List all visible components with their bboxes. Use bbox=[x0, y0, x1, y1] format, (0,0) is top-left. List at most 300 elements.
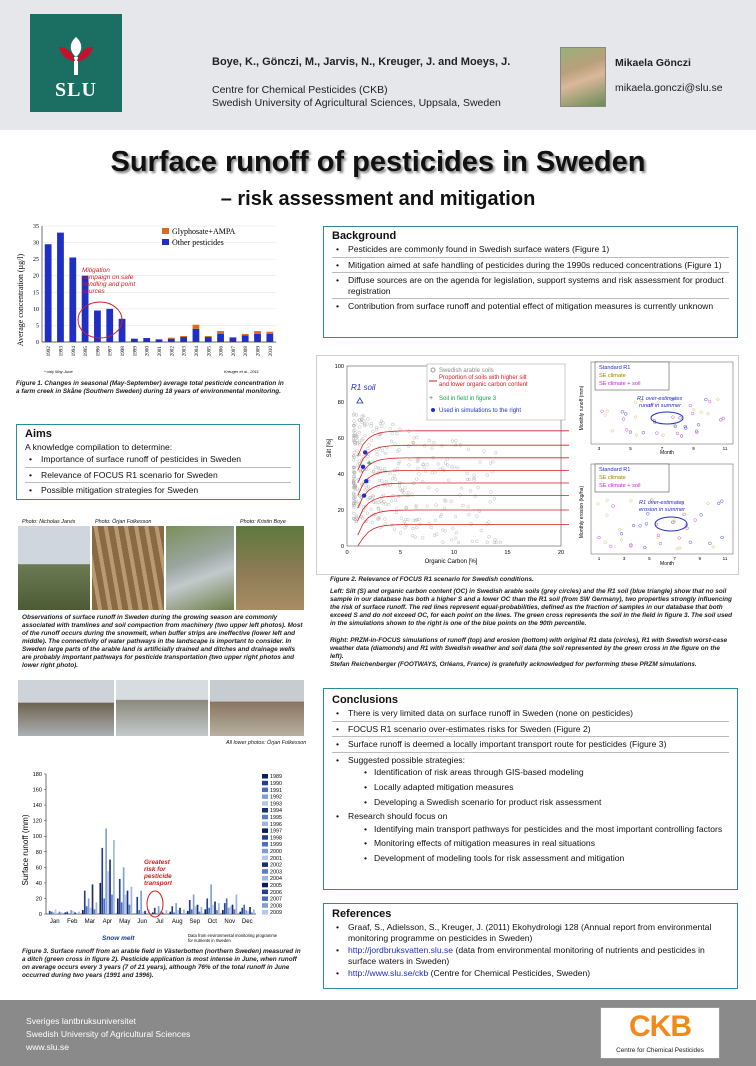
photo-description: Observations of surface runoff in Sweden during the growing season are commonly associated with tramlines and soil compaction from machinery (two upper left photos). Most of the runoff occurs during the snowmelt, when buffer strips are ineffective (lower left and middle). The connectivity of water pathways in the landscape is important to consider. In Sweden large parts of the arable land is artificially drained and ditches and drainage wells are probably important pathways for pesticide transportation (two upper right photos and lower right photo). bbox=[22, 614, 303, 669]
figure2-soil-point bbox=[399, 532, 402, 535]
figure3-bar bbox=[74, 912, 76, 914]
figure3-bar bbox=[241, 908, 243, 914]
small-plot-circle bbox=[678, 537, 681, 540]
aims-item: • Importance of surface runoff of pesticides in Sweden bbox=[25, 454, 291, 468]
figure2-soil-point bbox=[467, 513, 470, 516]
figure2-soil-point bbox=[353, 419, 356, 422]
figure3-bar bbox=[247, 911, 249, 914]
photo-ditch bbox=[166, 526, 234, 610]
figure2-soil-point bbox=[361, 421, 364, 424]
conclusions-item: • Surface runoff is deemed a locally important transport route for pesticides (Figure 3) bbox=[332, 739, 729, 753]
figure3-legend-year: 2005 bbox=[270, 883, 282, 889]
figure2-caption-left: Left: Silt (S) and organic carbon content (OC) in Swedish arable soils (grey circles) and the R1 soil (blue triangle) show that no soil sample in our database has both a higher S and a lower OC than the R1 soil (from SW Germany), two properties strongly influencing the risk of surface runoff. The red lines represent equal-probabilities, defined as the fraction of samples in our database that both exceed S and do not exceed OC, for each point on the lines. The green cross represents the soil in the field in figure 3. The soil used in the simulations shown to the right is one of the blue points on the 90th percentile. bbox=[330, 588, 732, 627]
erosion-legend-se: SE climate bbox=[599, 475, 626, 481]
figure3-legend-swatch bbox=[262, 822, 268, 827]
figure3-legend-swatch bbox=[262, 815, 268, 820]
figure3-bar bbox=[232, 905, 234, 914]
small-plot-diamond bbox=[605, 409, 608, 412]
small-plot-xtick: 7 bbox=[660, 446, 664, 451]
figure1-xtick: 1993 bbox=[58, 346, 65, 357]
simulation-point bbox=[361, 465, 365, 469]
figure2-soil-point bbox=[399, 428, 402, 431]
figure3-bar bbox=[175, 903, 177, 914]
figure3-bar bbox=[140, 891, 142, 914]
figure2-left-chart bbox=[321, 358, 569, 568]
figure2-soil-point bbox=[384, 452, 387, 455]
figure3-bar bbox=[113, 840, 115, 914]
figure2-soil-point bbox=[421, 480, 424, 483]
small-plot-circle bbox=[612, 505, 615, 508]
slu-tree-icon bbox=[53, 33, 99, 79]
figure2-ytick: 100 bbox=[334, 364, 344, 370]
figure2-xtick: 5 bbox=[398, 550, 403, 556]
figure3-bar bbox=[212, 905, 214, 914]
conclusions-item: • There is very limited data on surface runoff in Sweden (none on pesticides) bbox=[332, 708, 729, 722]
small-plot-diamond bbox=[618, 528, 621, 531]
small-plot-circle bbox=[679, 416, 682, 419]
figure2-soil-point bbox=[364, 489, 367, 492]
figure2-soil-point bbox=[355, 500, 358, 503]
figure3-bar bbox=[162, 912, 164, 914]
small-plot-circle bbox=[700, 513, 703, 516]
small-plot-circle bbox=[659, 542, 662, 545]
small-plot-circle bbox=[625, 428, 628, 431]
figure3-bar bbox=[70, 910, 72, 914]
figure3-legend-swatch bbox=[262, 788, 268, 793]
figure3-legend-year: 1995 bbox=[270, 815, 282, 821]
figure1-bar-other bbox=[242, 335, 249, 342]
photo-credit-lower: All lower photos: Örjan Folkesson bbox=[226, 740, 307, 746]
figure2-soil-point bbox=[415, 478, 418, 481]
figure3-ytick: 20 bbox=[35, 896, 42, 903]
figure1-bar-other bbox=[217, 334, 224, 342]
affiliation bbox=[212, 84, 501, 110]
figure3-bar bbox=[201, 907, 203, 914]
figure1-ytick: 0 bbox=[36, 340, 39, 346]
figure3-bar bbox=[64, 912, 66, 914]
figure1-bar-glyphosate bbox=[266, 332, 273, 334]
figure1-xtick: 2009 bbox=[255, 346, 262, 357]
figure2-soil-point bbox=[454, 515, 457, 518]
figure2-soil-point bbox=[358, 441, 361, 444]
slu-logo-text: SLU bbox=[55, 79, 97, 101]
figure3-bar bbox=[127, 891, 129, 914]
figure3-bar bbox=[119, 879, 121, 914]
figure3-legend-year: 1998 bbox=[270, 835, 282, 842]
figure2-soil-point bbox=[428, 439, 431, 442]
footer-url[interactable]: www.slu.se bbox=[26, 1042, 69, 1052]
small-plot-diamond bbox=[629, 499, 632, 502]
figure3-xtick: Oct bbox=[207, 919, 217, 925]
figure2-soil-point bbox=[411, 534, 414, 537]
small-plot-circle bbox=[632, 524, 635, 527]
figure1-footnote: * only May-June bbox=[44, 369, 73, 374]
figure3-bar bbox=[249, 907, 251, 914]
figure2-xlabel: Organic Carbon [%] bbox=[424, 559, 478, 565]
figure3-bar bbox=[129, 905, 131, 914]
figure2-soil-point bbox=[408, 464, 411, 467]
figure3-bar bbox=[121, 902, 123, 914]
aims-intro: A knowledge compilation to determine: bbox=[25, 442, 173, 452]
figure2-soil-point bbox=[383, 467, 386, 470]
figure3-bar bbox=[125, 895, 127, 914]
small-plot-xtick: 7 bbox=[673, 556, 676, 561]
figure3-bar bbox=[82, 910, 84, 914]
authors: Boye, K., Gönczi, M., Jarvis, N., Kreuger, J. and Moeys, J. bbox=[212, 56, 511, 68]
figure1-bar-other bbox=[45, 244, 52, 342]
figure3-bar bbox=[88, 898, 90, 914]
figure2-soil-point bbox=[353, 451, 356, 454]
figure2-soil-point bbox=[455, 439, 458, 442]
photo-field-tramlines bbox=[18, 526, 90, 610]
small-plot-circle bbox=[683, 513, 686, 516]
figure2-soil-point bbox=[480, 529, 483, 532]
figure3-bar bbox=[53, 912, 55, 914]
figure3-xtick: Nov bbox=[224, 919, 236, 925]
footer-line1: Sveriges lantbruksuniversitet bbox=[26, 1016, 136, 1026]
figure2-soil-point bbox=[391, 423, 394, 426]
references-title: References bbox=[332, 908, 392, 920]
figure1-ytick: 10 bbox=[33, 306, 39, 313]
figure2-soil-point bbox=[486, 474, 489, 477]
runoff-ylabel: Monthly runoff (mm) bbox=[579, 385, 585, 431]
figure1-xtick: 2004 bbox=[193, 346, 200, 357]
small-plot-circle bbox=[609, 545, 612, 548]
figure3-legend-year: 1991 bbox=[270, 787, 282, 794]
figure3-legend-swatch bbox=[262, 883, 268, 888]
figure2-soil-point bbox=[394, 478, 397, 481]
figure2-soil-point bbox=[354, 443, 357, 446]
legend-simulations: Used in simulations to the right bbox=[439, 408, 522, 414]
figure2-soil-point bbox=[433, 534, 436, 537]
figure3-legend-swatch bbox=[262, 794, 268, 799]
figure1-annotation: Mitigation campaign on safe handling and point sources bbox=[82, 267, 136, 295]
research-item: • Identifying main transport pathways for pesticides and the most important controlling factors bbox=[348, 824, 729, 835]
small-plot-diamond bbox=[605, 514, 608, 517]
conclusions-list bbox=[332, 708, 729, 864]
figure2-soil-point bbox=[457, 541, 460, 544]
figure2-soil-point bbox=[416, 436, 419, 439]
figure2-soil-point bbox=[393, 475, 396, 478]
figure2-soil-point bbox=[389, 472, 392, 475]
small-plot-diamond bbox=[716, 398, 719, 401]
conclusions-item bbox=[332, 755, 729, 807]
small-plot-circle bbox=[708, 400, 711, 403]
legend-glyphosate: Glyphosate+AMPA bbox=[172, 227, 236, 236]
small-plot-circle bbox=[680, 435, 683, 438]
figure3-legend-swatch bbox=[262, 849, 268, 854]
figure2-soil-point bbox=[426, 505, 429, 508]
figure2-soil-point bbox=[431, 471, 434, 474]
figure1-bar-other bbox=[156, 339, 163, 342]
small-plot-xtick: 9 bbox=[692, 446, 695, 451]
figure3-legend-year: 2000 bbox=[270, 849, 282, 855]
figure3-bar bbox=[136, 897, 138, 914]
figure1-ytick: 35 bbox=[33, 224, 39, 230]
conclusions-title: Conclusions bbox=[332, 694, 399, 706]
figure1-bar-other bbox=[69, 257, 76, 342]
figure3-legend-swatch bbox=[262, 781, 268, 786]
small-plot-circle bbox=[722, 417, 725, 420]
figure1-bar-other bbox=[193, 329, 200, 342]
figure3-bar bbox=[154, 908, 156, 914]
figure3-legend-swatch bbox=[262, 876, 268, 881]
figure3-bar bbox=[177, 910, 179, 914]
figure3-bar bbox=[72, 911, 74, 914]
figure2-soil-point bbox=[358, 431, 361, 434]
figure3-legend-year: 1994 bbox=[270, 808, 282, 815]
figure2-soil-point bbox=[383, 518, 386, 521]
small-plot-circle bbox=[621, 410, 624, 413]
figure3-bar bbox=[96, 902, 98, 914]
figure3-bar bbox=[66, 912, 68, 914]
figure3-bar bbox=[210, 884, 212, 914]
small-plot-circle bbox=[629, 431, 632, 434]
figure1-source: Kreuger et al., 2011 bbox=[224, 369, 259, 374]
conclusions-item bbox=[332, 811, 729, 863]
figure3-bar bbox=[144, 911, 146, 914]
figure2-soil-point bbox=[403, 491, 406, 494]
figure3-bar bbox=[142, 912, 144, 914]
figure3-bar bbox=[234, 909, 236, 914]
figure3-legend-swatch bbox=[262, 869, 268, 874]
ckb-logo-subtitle: Centre for Chemical Pesticides bbox=[616, 1047, 704, 1054]
figure3-legend-swatch bbox=[262, 890, 268, 895]
research-item: • Monitoring effects of mitigation measures in real situations bbox=[348, 838, 729, 849]
figure2-soil-point bbox=[366, 447, 369, 450]
small-plot-circle bbox=[639, 524, 642, 527]
slu-logo bbox=[30, 14, 122, 112]
legend-green-cross-icon: + bbox=[429, 395, 434, 402]
figure1-xtick: 1997 bbox=[107, 346, 114, 357]
figure2-soil-point bbox=[412, 527, 415, 530]
small-plot-circle bbox=[598, 536, 601, 539]
contact-email[interactable]: mikaela.gonczi@slu.se bbox=[615, 82, 723, 94]
figure3-legend-swatch bbox=[262, 842, 268, 847]
figure2-soil-point bbox=[467, 505, 470, 508]
figure3-bar bbox=[199, 912, 201, 914]
figure3-xtick: May bbox=[119, 919, 131, 925]
figure3-caption: Figure 3. Surface runoff from an arable field in Västerbotten (northern Sweden) measured in a ditch (green cross in figure 2). Pesticide application is most intense in June, when runoff on average occurs every 3 years (7 of 21 years), although 76% of the total runoff in June occurred during two years (1991 and 1996). bbox=[22, 948, 301, 979]
figure1-ytick: 25 bbox=[33, 257, 39, 264]
figure2-soil-point bbox=[370, 508, 373, 511]
small-plot-circle bbox=[676, 432, 679, 435]
reference-link-jordbruksvatten[interactable]: http://jordbruksvatten.slu.se bbox=[348, 945, 454, 956]
conclusions-box bbox=[323, 688, 738, 890]
figure3-legend-year: 2008 bbox=[270, 903, 282, 910]
figure3-bar bbox=[99, 883, 101, 914]
figure3-bar bbox=[206, 898, 208, 914]
figure2-soil-point bbox=[432, 441, 435, 444]
figure2-soil-point bbox=[454, 537, 457, 540]
small-plot-circle bbox=[704, 398, 707, 401]
figure2-soil-point bbox=[390, 499, 393, 502]
figure3-bar bbox=[90, 908, 92, 914]
contact-name: Mikaela Gönczi bbox=[615, 57, 691, 69]
background-item: • Diffuse sources are on the agenda for legislation, support systems and risk assessment for product registration bbox=[332, 275, 729, 299]
runoff-xlabel: Month bbox=[660, 450, 674, 456]
runoff-legend-se: SE climate bbox=[599, 373, 626, 379]
figure2-soil-point bbox=[475, 540, 478, 543]
figure2-soil-point bbox=[396, 467, 399, 470]
figure3-legend-year: 1989 bbox=[270, 774, 282, 781]
figure2-soil-point bbox=[384, 522, 387, 525]
figure2-soil-point bbox=[359, 443, 362, 446]
reference-item: • Graaf, S., Adielsson, S., Kreuger, J. (2011) Ekohydrologi 128 (Annual report from environmental monitoring programme on pesticides in Sweden) bbox=[332, 922, 729, 943]
figure1-bar-glyphosate bbox=[217, 331, 224, 334]
erosion-legend-se-soil: SE climate + soil bbox=[599, 483, 641, 489]
small-plot-circle bbox=[620, 532, 623, 535]
small-plot-circle bbox=[689, 404, 692, 407]
figure3-bar bbox=[131, 887, 133, 914]
figure2-soil-point bbox=[451, 440, 454, 443]
figure2-soil-point bbox=[414, 536, 417, 539]
legend-swatch-glyphosate bbox=[162, 228, 169, 234]
figure2-soil-point bbox=[358, 494, 361, 497]
figure3-bar bbox=[193, 895, 195, 914]
figure2-soil-point bbox=[365, 484, 368, 487]
references-box bbox=[323, 903, 738, 989]
figure2-soil-point bbox=[443, 507, 446, 510]
figure1-bar-other bbox=[266, 334, 273, 342]
erosion-annotation: R1 over-estimates erosion in summer bbox=[639, 500, 686, 513]
figure2-ylabel: Silt [%] bbox=[327, 438, 333, 458]
figure2-erosion-chart bbox=[575, 460, 737, 568]
figure2-probability-line bbox=[358, 524, 569, 546]
figure2-ytick: 40 bbox=[337, 472, 344, 478]
figure2-soil-point bbox=[440, 513, 443, 516]
small-plot-circle bbox=[655, 432, 658, 435]
figure3-legend-swatch bbox=[262, 896, 268, 901]
small-plot-circle bbox=[694, 519, 697, 522]
small-plot-circle bbox=[717, 502, 720, 505]
small-plot-circle bbox=[721, 536, 724, 539]
figure3-legend-year: 2007 bbox=[270, 896, 282, 903]
photo-drainage bbox=[236, 526, 304, 610]
simulation-point bbox=[363, 450, 367, 454]
figure2-ytick: 60 bbox=[337, 436, 344, 442]
figure1-bar-other bbox=[230, 338, 237, 342]
figure2-soil-point bbox=[450, 500, 453, 503]
figure2-soil-point bbox=[389, 427, 392, 430]
figure2-soil-point bbox=[421, 536, 424, 539]
small-plot-circle bbox=[708, 542, 711, 545]
small-plot-circle bbox=[691, 412, 694, 415]
figure2-soil-point bbox=[487, 521, 490, 524]
figure3-legend-year: 1997 bbox=[270, 828, 282, 835]
figure3-legend-year: 1990 bbox=[270, 781, 282, 787]
figure3-ytick: 180 bbox=[32, 772, 42, 778]
figure2-soil-point bbox=[385, 480, 388, 483]
figure3-bar bbox=[222, 910, 224, 914]
figure3-bar bbox=[152, 912, 154, 914]
figure2-xtick: 0 bbox=[345, 550, 349, 556]
figure1-bar-glyphosate bbox=[254, 331, 261, 334]
small-plot-diamond bbox=[596, 502, 599, 505]
figure3-bar bbox=[224, 903, 226, 914]
figure3-legend-year: 2002 bbox=[270, 862, 282, 869]
figure1-bar-other bbox=[57, 233, 64, 342]
figure3-xtick: Feb bbox=[67, 919, 78, 925]
figure3-xtick: Jun bbox=[137, 919, 148, 925]
figure2-soil-point bbox=[469, 489, 472, 492]
r1-soil-label: R1 soil bbox=[351, 383, 376, 392]
figure3-ylabel: Surface runoff (mm) bbox=[21, 814, 30, 886]
figure1-xtick: 2010 bbox=[267, 346, 274, 357]
figure2-soil-point bbox=[426, 463, 429, 466]
figure2-probability-line bbox=[358, 510, 569, 535]
photo-credit-3: Photo: Kristin Boye bbox=[240, 519, 286, 525]
reference-link-ckb[interactable]: http://www.slu.se/ckb bbox=[348, 968, 429, 979]
figure1-bar-other bbox=[131, 339, 138, 342]
figure2-soil-point bbox=[471, 540, 474, 543]
small-plot-circle bbox=[720, 500, 723, 503]
figure2-panel bbox=[316, 355, 739, 575]
figure3-bar bbox=[158, 906, 160, 914]
figure2-soil-point bbox=[455, 531, 458, 534]
research-list bbox=[348, 824, 729, 864]
figure2-xtick: 15 bbox=[504, 550, 511, 556]
figure2-soil-point bbox=[474, 495, 477, 498]
figure3-legend-year: 1992 bbox=[270, 794, 282, 801]
figure3-bar bbox=[103, 898, 105, 914]
figure3-bar bbox=[107, 871, 109, 914]
reference-item bbox=[332, 945, 729, 966]
legend-other: Other pesticides bbox=[172, 238, 224, 247]
figure2-soil-point bbox=[375, 426, 378, 429]
figure3-legend-swatch bbox=[262, 828, 268, 833]
figure3-bar bbox=[49, 911, 51, 914]
footer-text bbox=[26, 1015, 190, 1054]
figure2-soil-point bbox=[499, 541, 502, 544]
figure2-soil-point bbox=[493, 497, 496, 500]
figure1-bar-glyphosate bbox=[230, 337, 237, 338]
figure2-caption-right: Right: PRZM-in-FOCUS simulations of runoff (top) and erosion (bottom) with original R1 data (circles), R1 with Swedish worst-case weather data (diamonds) and R1 with Swedish weather and soil data (the soil represented by the green cross in the figure on the left). bbox=[330, 637, 728, 660]
figure3-bar bbox=[245, 910, 247, 914]
legend-swatch-other bbox=[162, 239, 169, 245]
figure3-bar bbox=[166, 910, 168, 914]
figure2-soil-point bbox=[486, 522, 489, 525]
simulation-point bbox=[362, 493, 366, 497]
figure2-soil-point bbox=[385, 446, 388, 449]
small-plot-circle bbox=[642, 431, 645, 434]
figure2-runoff-chart bbox=[575, 358, 737, 456]
figure1-xtick: 2006 bbox=[218, 346, 225, 357]
legend-blue-point-icon bbox=[431, 408, 435, 412]
affiliation-line1: Centre for Chemical Pesticides (CKB) bbox=[212, 84, 388, 96]
small-plot-diamond bbox=[634, 415, 637, 418]
figure3-legend-swatch bbox=[262, 801, 268, 806]
figure2-soil-point bbox=[380, 500, 383, 503]
figure1-xtick: 2008 bbox=[243, 346, 250, 357]
figure2-soil-point bbox=[394, 443, 397, 446]
figure2-soil-point bbox=[352, 506, 355, 509]
poster-subtitle: – risk assessment and mitigation bbox=[220, 188, 536, 210]
figure1-xtick: 2001 bbox=[157, 346, 163, 357]
small-plot-diamond bbox=[635, 434, 638, 437]
figure3-legend-swatch bbox=[262, 835, 268, 840]
figure2-soil-point bbox=[396, 432, 399, 435]
figure2-soil-point bbox=[467, 448, 470, 451]
figure2-soil-point bbox=[473, 474, 476, 477]
figure2-soil-point bbox=[442, 541, 445, 544]
field-soil-cross-icon: + bbox=[366, 458, 372, 469]
small-plot-circle bbox=[601, 410, 604, 413]
small-plot-diamond bbox=[692, 408, 695, 411]
figure1-bar-glyphosate bbox=[242, 334, 249, 335]
figure2-soil-point bbox=[375, 450, 378, 453]
figure3-legend-year: 2009 bbox=[270, 910, 282, 917]
